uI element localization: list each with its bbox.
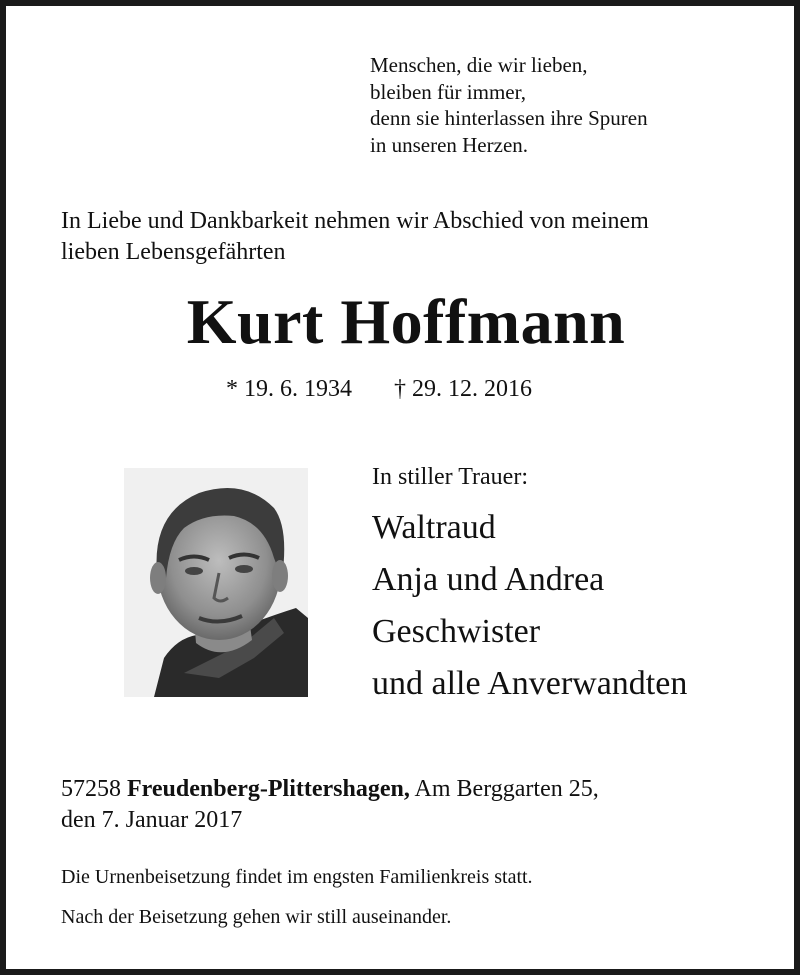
- date-line: den 7. Januar 2017: [61, 807, 243, 833]
- portrait-image: [124, 468, 308, 697]
- poem-line: bleiben für immer,: [370, 79, 527, 104]
- poem-line: denn sie hinterlassen ihre Spuren: [370, 106, 648, 130]
- birth-date: * 19. 6. 1934: [226, 376, 352, 402]
- after-burial-note: Nach der Beisetzung gehen wir still auseinander.: [61, 906, 452, 928]
- mourner-name: und alle Anverwandten: [372, 665, 688, 702]
- deceased-name: Kurt Hoffmann: [186, 286, 626, 357]
- poem-line: in unseren Herzen.: [370, 132, 529, 157]
- poem: [370, 52, 648, 158]
- mourner-name: Waltraud: [372, 509, 496, 546]
- mourners-heading: In stiller Trauer:: [372, 464, 528, 490]
- portrait-photo: [124, 468, 308, 697]
- mourners-list: [372, 502, 687, 710]
- street: Am Berggarten 25,: [414, 776, 599, 802]
- mourner-name: Anja und Andrea: [372, 561, 605, 598]
- postcode: 57258: [61, 776, 121, 802]
- mourner-name: Geschwister: [372, 613, 541, 650]
- intro-line: In Liebe und Dankbarkeit nehmen wir Abschied von meinem: [61, 208, 649, 234]
- intro-line: lieben Lebensgefährten: [61, 239, 286, 265]
- address-block: [61, 774, 599, 836]
- town: Freudenberg-Plittershagen,: [127, 776, 410, 802]
- life-dates: [226, 374, 532, 404]
- urn-burial-note: Die Urnenbeisetzung findet im engsten Familienkreis statt.: [61, 866, 533, 888]
- poem-line: Menschen, die wir lieben,: [370, 53, 588, 77]
- death-date: † 29. 12. 2016: [394, 376, 532, 402]
- address-line: [61, 774, 599, 805]
- farewell-intro: [61, 206, 649, 268]
